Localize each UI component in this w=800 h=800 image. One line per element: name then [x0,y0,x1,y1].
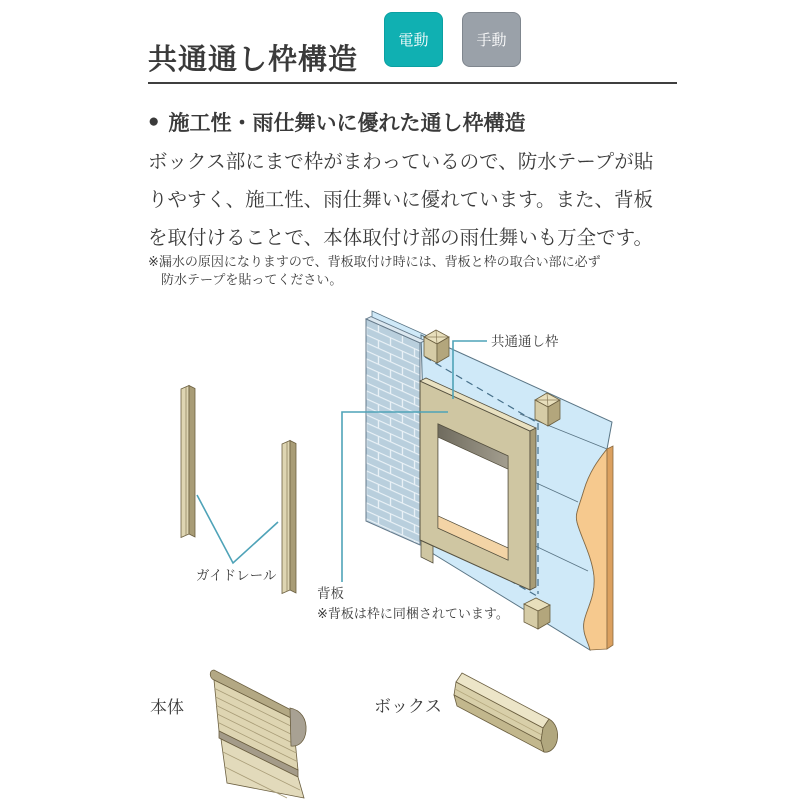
shutter-body-label: 本体 [150,698,184,717]
caution-note-line: 防水テープを貼ってください。 [161,272,343,287]
section-heading [148,107,525,137]
shutter-body-icon [210,670,306,798]
frame-right-face [530,428,536,590]
bullet-icon: ● [148,111,160,132]
box-icon [454,673,558,752]
body-paragraph [148,143,668,257]
back-plate-label: 背板 [317,586,344,601]
page-title: 共通通し枠構造 [148,44,359,76]
section-heading-text: 施工性・雨仕舞いに優れた通し枠構造 [168,112,526,135]
mode-badges [384,12,521,67]
caution-note [148,253,601,289]
badge-manual: 手動 [462,12,521,67]
body-line: ボックス部にまで枠がまわっているので、防水テープが貼 [148,151,654,173]
construction-diagram [0,300,800,800]
guide-rail-left [181,386,195,538]
badge-electric: 電動 [384,12,443,67]
stud-block-bottom [524,598,550,629]
through-frame-label: 共通通し枠 [491,334,559,349]
title-divider [148,82,677,84]
stud-block-right [535,393,560,426]
guide-rail-leader-line [197,495,278,563]
back-plate-note: ※背板は枠に同梱されています。 [317,606,509,621]
guide-rail-label: ガイドレール [196,568,277,583]
box-label: ボックス [374,697,442,716]
structural-panel-edge [607,446,613,649]
stud-block-top [424,330,449,363]
guide-rail-right [282,441,296,594]
body-line: を取付けることで、本体取付け部の雨仕舞いも万全です。 [148,227,654,249]
caution-note-line: ※漏水の原因になりますので、背板取付け時には、背板と枠の取合い部に必ず [148,254,601,269]
brick-siding [366,319,420,545]
body-line: りやすく、施工性、雨仕舞いに優れています。また、背板 [148,189,654,211]
